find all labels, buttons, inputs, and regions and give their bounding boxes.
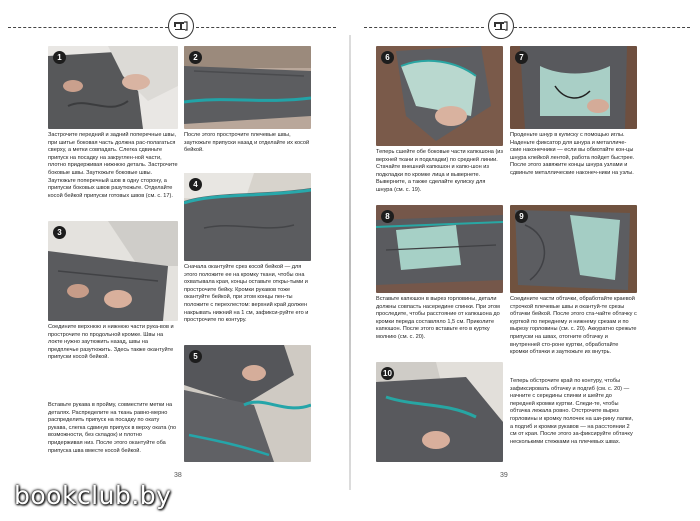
- sewing-machine-icon: [488, 13, 514, 39]
- step-text-5: Вставьте рукава в пройму, совместите метки на деталях. Распределите на ткань равно-мерно распределить припуск на посадку по окату рукава, слегка сдвинув припуск в верху оката (по возможности, без складок) и плотно придерживая низ. После этого окантуйте оба припуска шва вместе косой бейкой.: [48, 402, 177, 454]
- step-text-4: Сначала окантуйте срез косой бейкой — для этого положите ее на кромку ткани, чтобы она охватывала края, концы оставьте откры-тыми и прострочите бейку. Кромки рукавов тоже окантуйте бейкой, при этом концы пен-ты положите с перехлестом: верхний край должен накрывать нижний на 1 см, зафикси-руйте его и прострочите по контуру.: [184, 264, 309, 324]
- page-number-left: 38: [174, 472, 182, 479]
- step-photo-10: [376, 362, 503, 462]
- step-photo-1: [48, 46, 178, 129]
- step-text-6: Теперь сшейте обе боковые части капюшона (из верхней ткани и подкладки) по средней линии. Стачайте внешний капюшон и капю-шон из подкладки по кромке лица и вывернете. Выверните, а также сделайте кулиску для шнура (см. с. 19).: [376, 149, 504, 193]
- step-text-9: Соедините части обтачки, обработайте краевой строчкой плечевые швы и окантуй-те срезы обтачки бейкой. После этого ста-чайте обтачку с курткой по переднему и нижнему срезам и по вырезу горловины (см. с. 20). Аккуратно срежьте припуски на швах, отогните обтачку и внутренней сто-роне куртки, обработайте кромки обтачки и заутюжьте их внутрь.: [510, 296, 637, 356]
- step-number-badge: 7: [515, 51, 528, 64]
- step-photo-4: [184, 173, 311, 261]
- step-photo-3: [48, 221, 178, 321]
- header-rule-right: [514, 27, 690, 28]
- step-photo-7: [510, 46, 637, 129]
- step-text-8: Вставьте капюшон в вырез горловины, детали должны совпасть насередине спинки. При этом проследите, чтобы расстояние от капюшона до кромки переда составляло 1,5 см. Приколите капюшон. После этого вставьте его в куртку молнию (см. с. 20).: [376, 296, 500, 340]
- step-photo-9: [510, 205, 637, 293]
- step-text-3: Соедините верхнюю и нижнюю части рука-вов и прострочите по продольной кромке. Швы на локте нужно заутюжить назад, швы на предплечье разутюжить. Здесь также окантуйте припуски косой бейкой.: [48, 324, 174, 361]
- step-number-badge: 6: [381, 51, 394, 64]
- step-number-badge: 10: [381, 367, 394, 380]
- page-gutter: [349, 35, 351, 490]
- step-text-7: Проденьте шнур в кулиску с помощью иглы. Наденьте фиксатор для шнура и металличе-ские наконечники — если вы обмотайте кон-цы шнура клейкой лентой, работа пойдет быстрее. После этого завяжите концы шнура узлами и сдвиньте металлические наконеч-ники на узлы.: [510, 132, 635, 176]
- step-number-badge: 1: [53, 51, 66, 64]
- watermark-logo: bookclub.by: [14, 481, 172, 510]
- step-photo-5: [184, 345, 311, 462]
- step-number-badge: 5: [189, 350, 202, 363]
- step-number-badge: 8: [381, 210, 394, 223]
- step-text-1: Застрочите передний и задний поперечные швы, при шитье боковая часть должна рас-полагаться сверху, а метки совпадать. Слегка сдвиньте припуск на посадку на закруглен-ной части, плотно придерживая нижнюю деталь. Застрочите боковые швы. Заутюжьте боковые швы. Заутюжьте поперечный шов в одну сторону, а припуски боковых швов разутюжьте. Отделайте косой бейкой припуски готовых швов (см. с. 17).: [48, 132, 178, 199]
- sewing-machine-icon: [168, 13, 194, 39]
- step-number-badge: 3: [53, 226, 66, 239]
- step-number-badge: 2: [189, 51, 202, 64]
- step-photo-2: [184, 46, 311, 129]
- header-rule-left: [8, 27, 168, 28]
- step-text-2: После этого прострочите плечевые швы, заутюжьте припуски назад и отделайте их косой бейкой.: [184, 132, 310, 154]
- step-photo-6: [376, 46, 503, 146]
- step-number-badge: 4: [189, 178, 202, 191]
- header-rule-right-left: [364, 27, 484, 28]
- page-number-right: 39: [500, 472, 508, 479]
- header-rule-left-right: [196, 27, 336, 28]
- step-text-10: Теперь обстрочите край по контуру, чтобы зафиксировать обтачку и подгиб (см. с. 20) — начните с середины спинки и шейте до передней кромки куртки. Следи-те, чтобы обтачка лежала ровно. Отстрочите вырез горловины и кромку полочек на ши-рину лапки, а подгиб и кромки рукавов — на расстоянии 2 см от края. После этого за-фиксируйте обтачку несколькими стежками на плечевых швах.: [510, 378, 633, 445]
- step-number-badge: 9: [515, 210, 528, 223]
- step-photo-8: [376, 205, 503, 293]
